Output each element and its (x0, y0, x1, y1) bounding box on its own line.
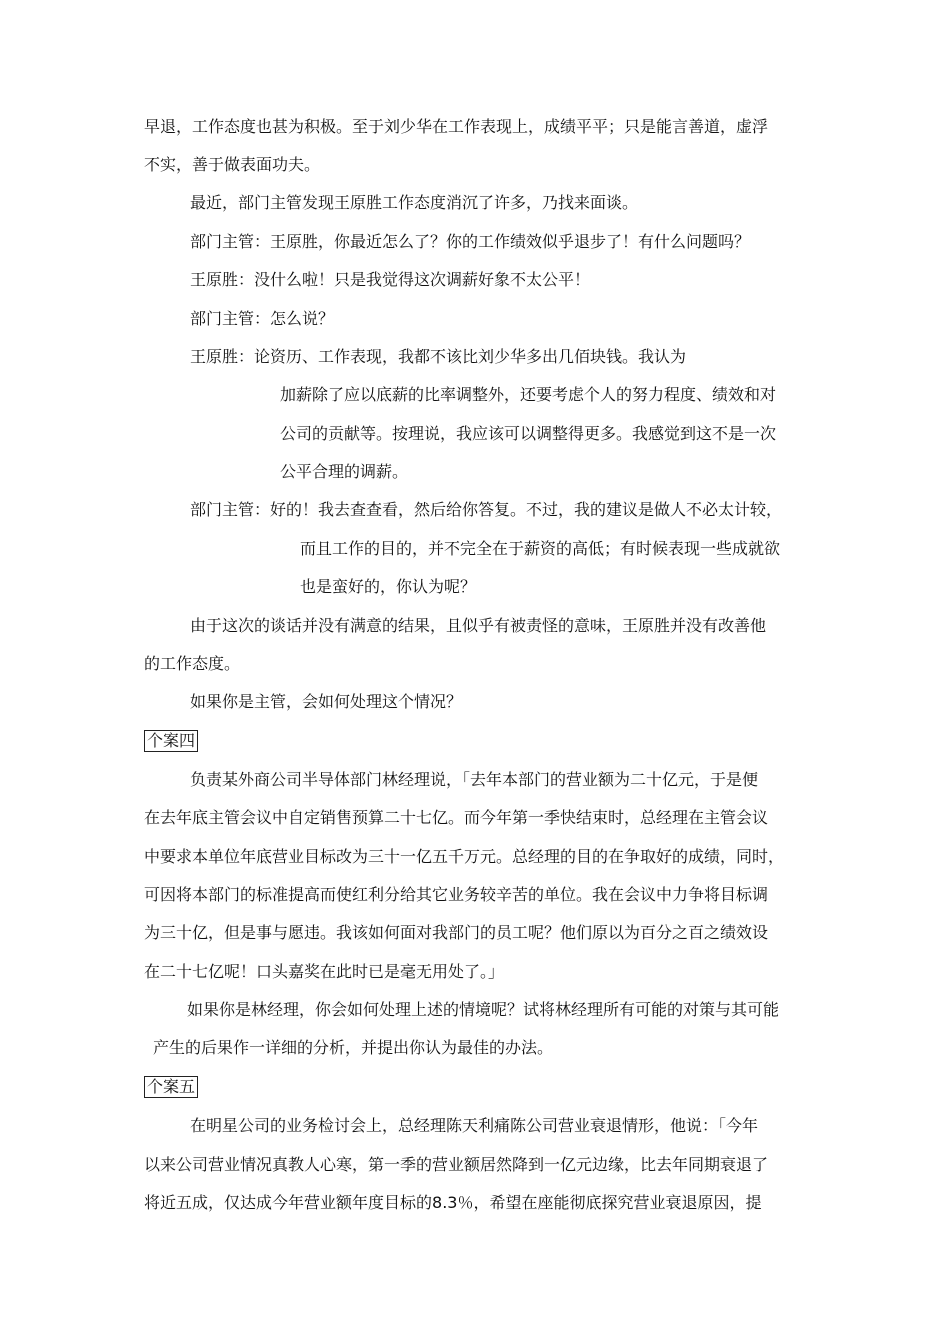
paragraph-line: 在明星公司的业务检讨会上，总经理陈天利痛陈公司营业衰退情形，他说：「今年 (190, 1116, 759, 1135)
text-segment: 将近五成，仅达成今年营业额年度目标的 (144, 1193, 433, 1212)
dialogue-continuation: 公司的贡献等。按理说，我应该可以调整得更多。我感觉到这不是一次 (280, 424, 777, 443)
case-heading-4: 个案四 (144, 730, 198, 752)
paragraph-line: 在二十七亿呢！口头嘉奖在此时已是毫无用处了。」 (144, 962, 505, 981)
paragraph-line: 中要求本单位年底营业目标改为三十一亿五千万元。总经理的目的在争取好的成绩，同时， (144, 847, 785, 866)
case-heading-5: 个案五 (144, 1076, 198, 1098)
paragraph-line: 由于这次的谈话并没有满意的结果，且似乎有被责怪的意味，王原胜并没有改善他 (190, 616, 767, 635)
paragraph-line: 的工作态度。 (144, 654, 241, 673)
paragraph-line: 为三十亿，但是事与愿违。我该如何面对我部门的员工呢？他们原以为百分之百之绩效设 (144, 923, 769, 942)
percentage-value: 8.3％ (432, 1193, 474, 1212)
text-segment: ，希望在座能彻底探究营业衰退原因，提 (473, 1193, 762, 1212)
dialogue-line: 王原胜：论资历、工作表现，我都不该比刘少华多出几佰块钱。我认为 (190, 347, 687, 366)
dialogue-line: 部门主管：王原胜，你最近怎么了？你的工作绩效似乎退步了！有什么问题吗？ (190, 232, 751, 251)
paragraph-line: 产生的后果作一详细的分析，并提出你认为最佳的办法。 (153, 1038, 554, 1057)
paragraph-line: 不实，善于做表面功夫。 (144, 155, 321, 174)
dialogue-continuation: 也是蛮好的，你认为呢？ (300, 577, 477, 596)
paragraph-line (144, 1193, 761, 1213)
dialogue-continuation: 而且工作的目的，并不完全在于薪资的高低；有时候表现一些成就欲 (300, 539, 781, 558)
paragraph-line: 早退，工作态度也甚为积极。至于刘少华在工作表现上，成绩平平；只是能言善道，虚浮 (144, 117, 769, 136)
paragraph-line: 负责某外商公司半导体部门林经理说，「去年本部门的营业额为二十亿元，于是便 (190, 770, 759, 789)
dialogue-line: 王原胜：没什么啦！只是我觉得这次调薪好象不太公平！ (190, 270, 591, 289)
dialogue-continuation: 加薪除了应以底薪的比率调整外，还要考虑个人的努力程度、绩效和对 (280, 385, 777, 404)
dialogue-line: 部门主管：好的！我去查查看，然后给你答复。不过，我的建议是做人不必太计较， (190, 500, 783, 519)
dialogue-line: 部门主管：怎么说？ (190, 309, 335, 328)
paragraph-line: 可因将本部门的标准提高而使红利分给其它业务较辛苦的单位。我在会议中力争将目标调 (144, 885, 769, 904)
dialogue-continuation: 公平合理的调薪。 (280, 462, 409, 481)
paragraph-line: 最近，部门主管发现王原胜工作态度消沉了许多，乃找来面谈。 (190, 193, 639, 212)
paragraph-line: 以来公司营业情况真教人心寒，第一季的营业额居然降到一亿元边缘，比去年同期衰退了 (144, 1155, 769, 1174)
paragraph-line: 如果你是林经理，你会如何处理上述的情境呢？试将林经理所有可能的对策与其可能 (187, 1000, 780, 1019)
paragraph-line: 在去年底主管会议中自定销售预算二十七亿。而今年第一季快结束时，总经理在主管会议 (144, 808, 769, 827)
paragraph-line: 如果你是主管，会如何处理这个情况？ (190, 692, 463, 711)
